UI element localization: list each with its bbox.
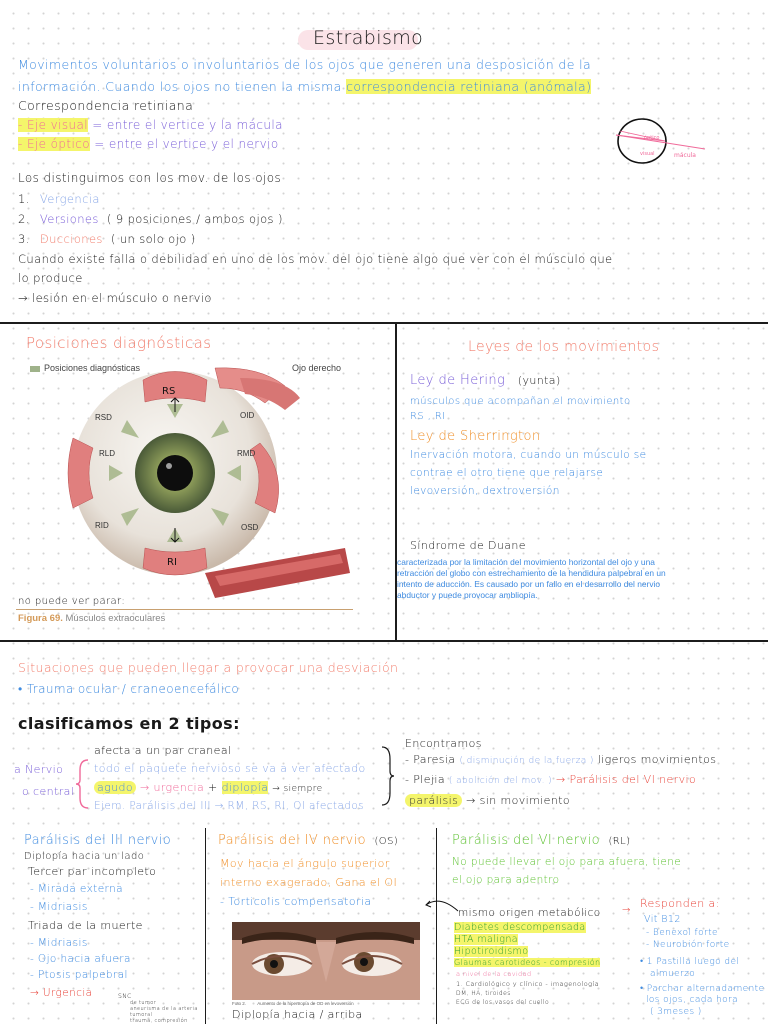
- movement-desc: ( 9 posiciones / ambos ojos ): [106, 212, 283, 226]
- duane-line-2: retracción del globo con estrechamiento de la hendidura palpebral en un: [397, 568, 666, 578]
- eje-visual-row: [18, 118, 283, 132]
- par3-line-6: - Midriasis: [30, 937, 88, 949]
- par6-line-5: HTA maligna: [454, 934, 519, 945]
- fault-line-2: lo produce: [18, 271, 83, 285]
- par6-resp-1: Vit B12: [644, 914, 681, 925]
- laws-title: Leyes de los movimientos: [468, 339, 660, 355]
- intro-line-1: Movimentos voluntarios o involuntarios de los ojos que generen una desposición de la: [18, 57, 592, 72]
- par3-note-c: aneurisma de la arteria: [130, 1006, 198, 1012]
- par3-note-b: de tumor: [130, 1000, 157, 1006]
- par6-resp-7: los ojos, cada hora: [646, 995, 739, 1005]
- eje-optico-row: [18, 137, 279, 151]
- par4-tag: (OS): [374, 836, 399, 847]
- figure-caption: [18, 613, 165, 624]
- par4-title-row: [218, 833, 398, 848]
- par6-arrow: [420, 895, 460, 915]
- par6-line-1: No puede llevar el ojo para afuera, tiene: [452, 856, 682, 868]
- pos-label-rmd: RMD: [237, 449, 256, 458]
- pos-label-rld: RLD: [99, 449, 116, 458]
- par6-resp-title: Responden a:: [640, 897, 720, 910]
- eye-sketch-label-optico: óptico: [644, 135, 660, 141]
- par4-line-2: interno exagerado, Gana el OI: [220, 876, 398, 889]
- plejia-desc: ( abolición del mov. ): [448, 776, 553, 786]
- page-title: Estrabismo: [313, 27, 424, 49]
- duane-line-4: abductor y puede provocar ambliopía.: [397, 590, 538, 600]
- par6-line-6: Hipotiroidismo: [454, 946, 529, 957]
- par4-bottom-line: Diplopía hacia / arriba: [232, 1008, 363, 1021]
- pos-label-rid: RID: [95, 521, 109, 530]
- movement-label: Ducciones: [39, 232, 103, 246]
- corr-title: Correspondencia retiniana: [18, 98, 194, 113]
- par3-line-7: - Ojo hacia afuera: [30, 953, 131, 965]
- duane-line-3: intento de aducción. Es causado por un fallo en el desarrollo del nervio: [397, 579, 661, 589]
- par6-line-9: 1. Cardiológico y clínico - imagenología: [456, 980, 600, 988]
- par3-line-9: → Urgencia: [30, 987, 93, 999]
- figure-caption-rule: [16, 609, 353, 610]
- deviation-bullet: • Trauma ocular / craneoencefálico: [18, 682, 240, 696]
- hering-tag: (yunta): [517, 374, 561, 387]
- movement-label: Vergencia: [39, 192, 100, 206]
- paresia-row: [405, 753, 716, 766]
- par6-line-4: Diabetes descompensada: [454, 922, 586, 933]
- eje-visual-label: - Eje visual: [18, 118, 89, 132]
- par4-photo-fig: Foto 2.: [232, 1001, 247, 1006]
- par6-resp-2: - Benexol forte: [646, 928, 718, 938]
- par6-resp-5: almuerzo: [650, 969, 696, 979]
- par3-line-3: - Mirada externa: [30, 883, 123, 895]
- plejia-label: - Plejia: [405, 773, 445, 786]
- par6-line-10: DM, HA, tiroides: [456, 990, 511, 997]
- ejem-line: Ejem. Parálisis del III → RM, RS, RI, OI afectados: [94, 800, 365, 812]
- divider-col-1: [205, 828, 206, 1024]
- par4-title: Parálisis del IV nervio: [218, 833, 366, 848]
- sherrington-line-1: Inervación motora, cuando un músculo se: [410, 449, 647, 461]
- central-label: o central: [22, 785, 75, 798]
- sin-movimiento-label: → sin movimiento: [466, 794, 571, 807]
- encontramos-label: Encontramos: [405, 737, 482, 750]
- intro-line-2: [18, 79, 591, 94]
- paresia-label: - Paresia: [405, 753, 456, 766]
- par6-arrow-to-resp: →: [622, 905, 631, 916]
- pos-label-oid: OID: [240, 411, 255, 420]
- sherrington-line-3: levoversión, dextroversión: [410, 485, 560, 497]
- par3-line-1: Diplopía hacia un lado: [24, 851, 145, 862]
- par4-eye-photo: [232, 922, 420, 1000]
- brace-right: [380, 745, 394, 807]
- intro-line-2-highlight: correspondencia retiniana (anómala): [346, 79, 592, 94]
- par4-photo-caption: [232, 1001, 354, 1006]
- movement-num: 1.: [18, 192, 30, 206]
- par6-line-3: mismo origen metabólico: [458, 907, 601, 919]
- deviation-heading: Situaciones que pueden llegar a provocar una desviación: [18, 660, 399, 675]
- figure-caption-text: Músculos extraoculares: [65, 613, 166, 624]
- diplopia-label: diplopía: [221, 781, 269, 794]
- movement-item-3: [18, 232, 196, 246]
- par4-line-3: - Torticolis compensatoria: [220, 895, 372, 908]
- par6-tag: (RL): [608, 836, 631, 847]
- siempre-label: → siempre: [272, 784, 323, 794]
- brace-left: [76, 758, 90, 810]
- par6-resp-4: • 1 Pastilla luego del: [640, 957, 740, 967]
- par3-note-e: trauma, compresión: [130, 1018, 188, 1024]
- par6-title-row: [452, 833, 630, 848]
- hering-line-2: RS , RI: [410, 411, 446, 422]
- diagnostic-title: Posiciones diagnósticas: [26, 334, 212, 352]
- plejia-row: [405, 773, 696, 786]
- sherrington-title: Ley de Sherrington: [410, 429, 541, 444]
- movements-intro: Los distinguimos con los mov. de los ojos: [18, 171, 282, 185]
- hering-line-1: músculos que acompañan el movimiento: [410, 396, 631, 407]
- par6-line-11: ECG de los vasos del cuello: [456, 999, 550, 1006]
- par6-title: Parálisis del VI nervio: [452, 833, 600, 848]
- eje-optico-label: - Eje óptico: [18, 137, 90, 151]
- eye-axis-sketch: [610, 115, 720, 175]
- par3-line-4: - Midriasis: [30, 901, 88, 913]
- par4-line-1: Mov hacia el ángulo superior: [220, 857, 390, 870]
- movement-num: 3.: [18, 232, 30, 246]
- duane-title: Síndrome de Duane: [410, 539, 526, 552]
- eye-sketch-label-macula: mácula: [674, 152, 696, 159]
- par4-photo-caption-text: Aumento de la hipertropía de OD en levoversión: [257, 1001, 354, 1006]
- par3-line-8: - Ptosis palpebral: [30, 969, 128, 981]
- plejia-tail: → Parálisis del VI nervio: [555, 773, 697, 786]
- par6-line-8: a nivel de la cavidad: [456, 970, 532, 978]
- plus-sign: +: [208, 781, 218, 794]
- divider-col-2: [436, 828, 437, 1024]
- eye-side-label: Ojo derecho: [292, 363, 342, 373]
- legend-text: Posiciones diagnósticas: [44, 363, 141, 373]
- agudo-row: [94, 781, 323, 794]
- movement-item-1: [18, 192, 100, 206]
- par6-resp-6: • Parchar alternadamente: [640, 984, 765, 994]
- par6-line-7: Glaumas carotideos - compresión: [454, 958, 601, 967]
- urgencia-label: → urgencia: [139, 781, 205, 794]
- diagnostic-handnote: no puede ver parar:: [18, 596, 126, 607]
- paresia-desc: ( disminución de la fuerza ): [459, 756, 594, 766]
- paresia-tail: ligeros movimientos: [597, 753, 717, 766]
- par3-note-a: SNC: [118, 993, 132, 1000]
- agudo-label: agudo: [94, 781, 136, 794]
- eje-optico-desc: = entre el vertice y el nervio: [94, 137, 279, 151]
- affects-line-1: afecta a un par craneal: [94, 744, 232, 757]
- movement-item-2: [18, 212, 283, 226]
- hering-title-row: [410, 373, 561, 388]
- paralisis-row: [405, 794, 570, 807]
- legend-swatch: [30, 366, 40, 372]
- paralisis-label: parálisis: [405, 794, 462, 807]
- par3-note-d: tumoral: [130, 1012, 153, 1018]
- par3-line-2: Tercer par incompleto: [28, 865, 157, 878]
- divider-middle: [0, 640, 768, 642]
- classify-heading: clasificamos en 2 tipos:: [18, 714, 240, 733]
- pos-label-ri: RI: [167, 557, 177, 568]
- par6-resp-3: - Neurobión forte: [646, 940, 730, 950]
- nervio-label: a Nervio: [14, 763, 64, 776]
- duane-line-1: caracterizada por la limitación del movimiento horizontal del ojo y una: [397, 557, 655, 567]
- par6-resp-8: ( 3meses ): [650, 1007, 702, 1017]
- movement-desc: ( un solo ojo ): [110, 232, 196, 246]
- pos-label-rsd: RSD: [95, 413, 112, 422]
- par3-line-5: Triada de la muerte: [28, 919, 143, 932]
- movement-label: Versiones: [39, 212, 99, 226]
- eye-sketch-label-visual: visual: [640, 151, 655, 157]
- affects-line-2: todo el paquete nervioso se va a ver afectado: [94, 762, 366, 775]
- hering-title: Ley de Hering: [410, 373, 506, 388]
- par3-title: Parálisis del III nervio: [24, 833, 172, 848]
- sherrington-line-2: contrae el otro tiene que relajarse: [410, 467, 604, 479]
- figure-caption-num: Figura 69.: [18, 613, 63, 624]
- fault-line-1: Cuando existe falla o debilidad en uno de los mov. del ojo tiene algo que ver con el músculo que: [18, 252, 613, 266]
- pos-label-osd: OSD: [241, 523, 259, 532]
- intro-line-2-text: información. Cuando los ojos no tienen la misma: [18, 79, 347, 94]
- eje-visual-desc: = entre el vertice y la mácula: [92, 118, 283, 132]
- divider-top: [0, 322, 768, 324]
- movement-num: 2.: [18, 212, 30, 226]
- diagnostic-eye-figure: [55, 358, 355, 603]
- par6-line-2: el ojo para adentro: [452, 874, 560, 886]
- pos-label-rs: RS: [162, 386, 176, 397]
- fault-line-3: → lesión en el músculo o nervio: [18, 291, 212, 305]
